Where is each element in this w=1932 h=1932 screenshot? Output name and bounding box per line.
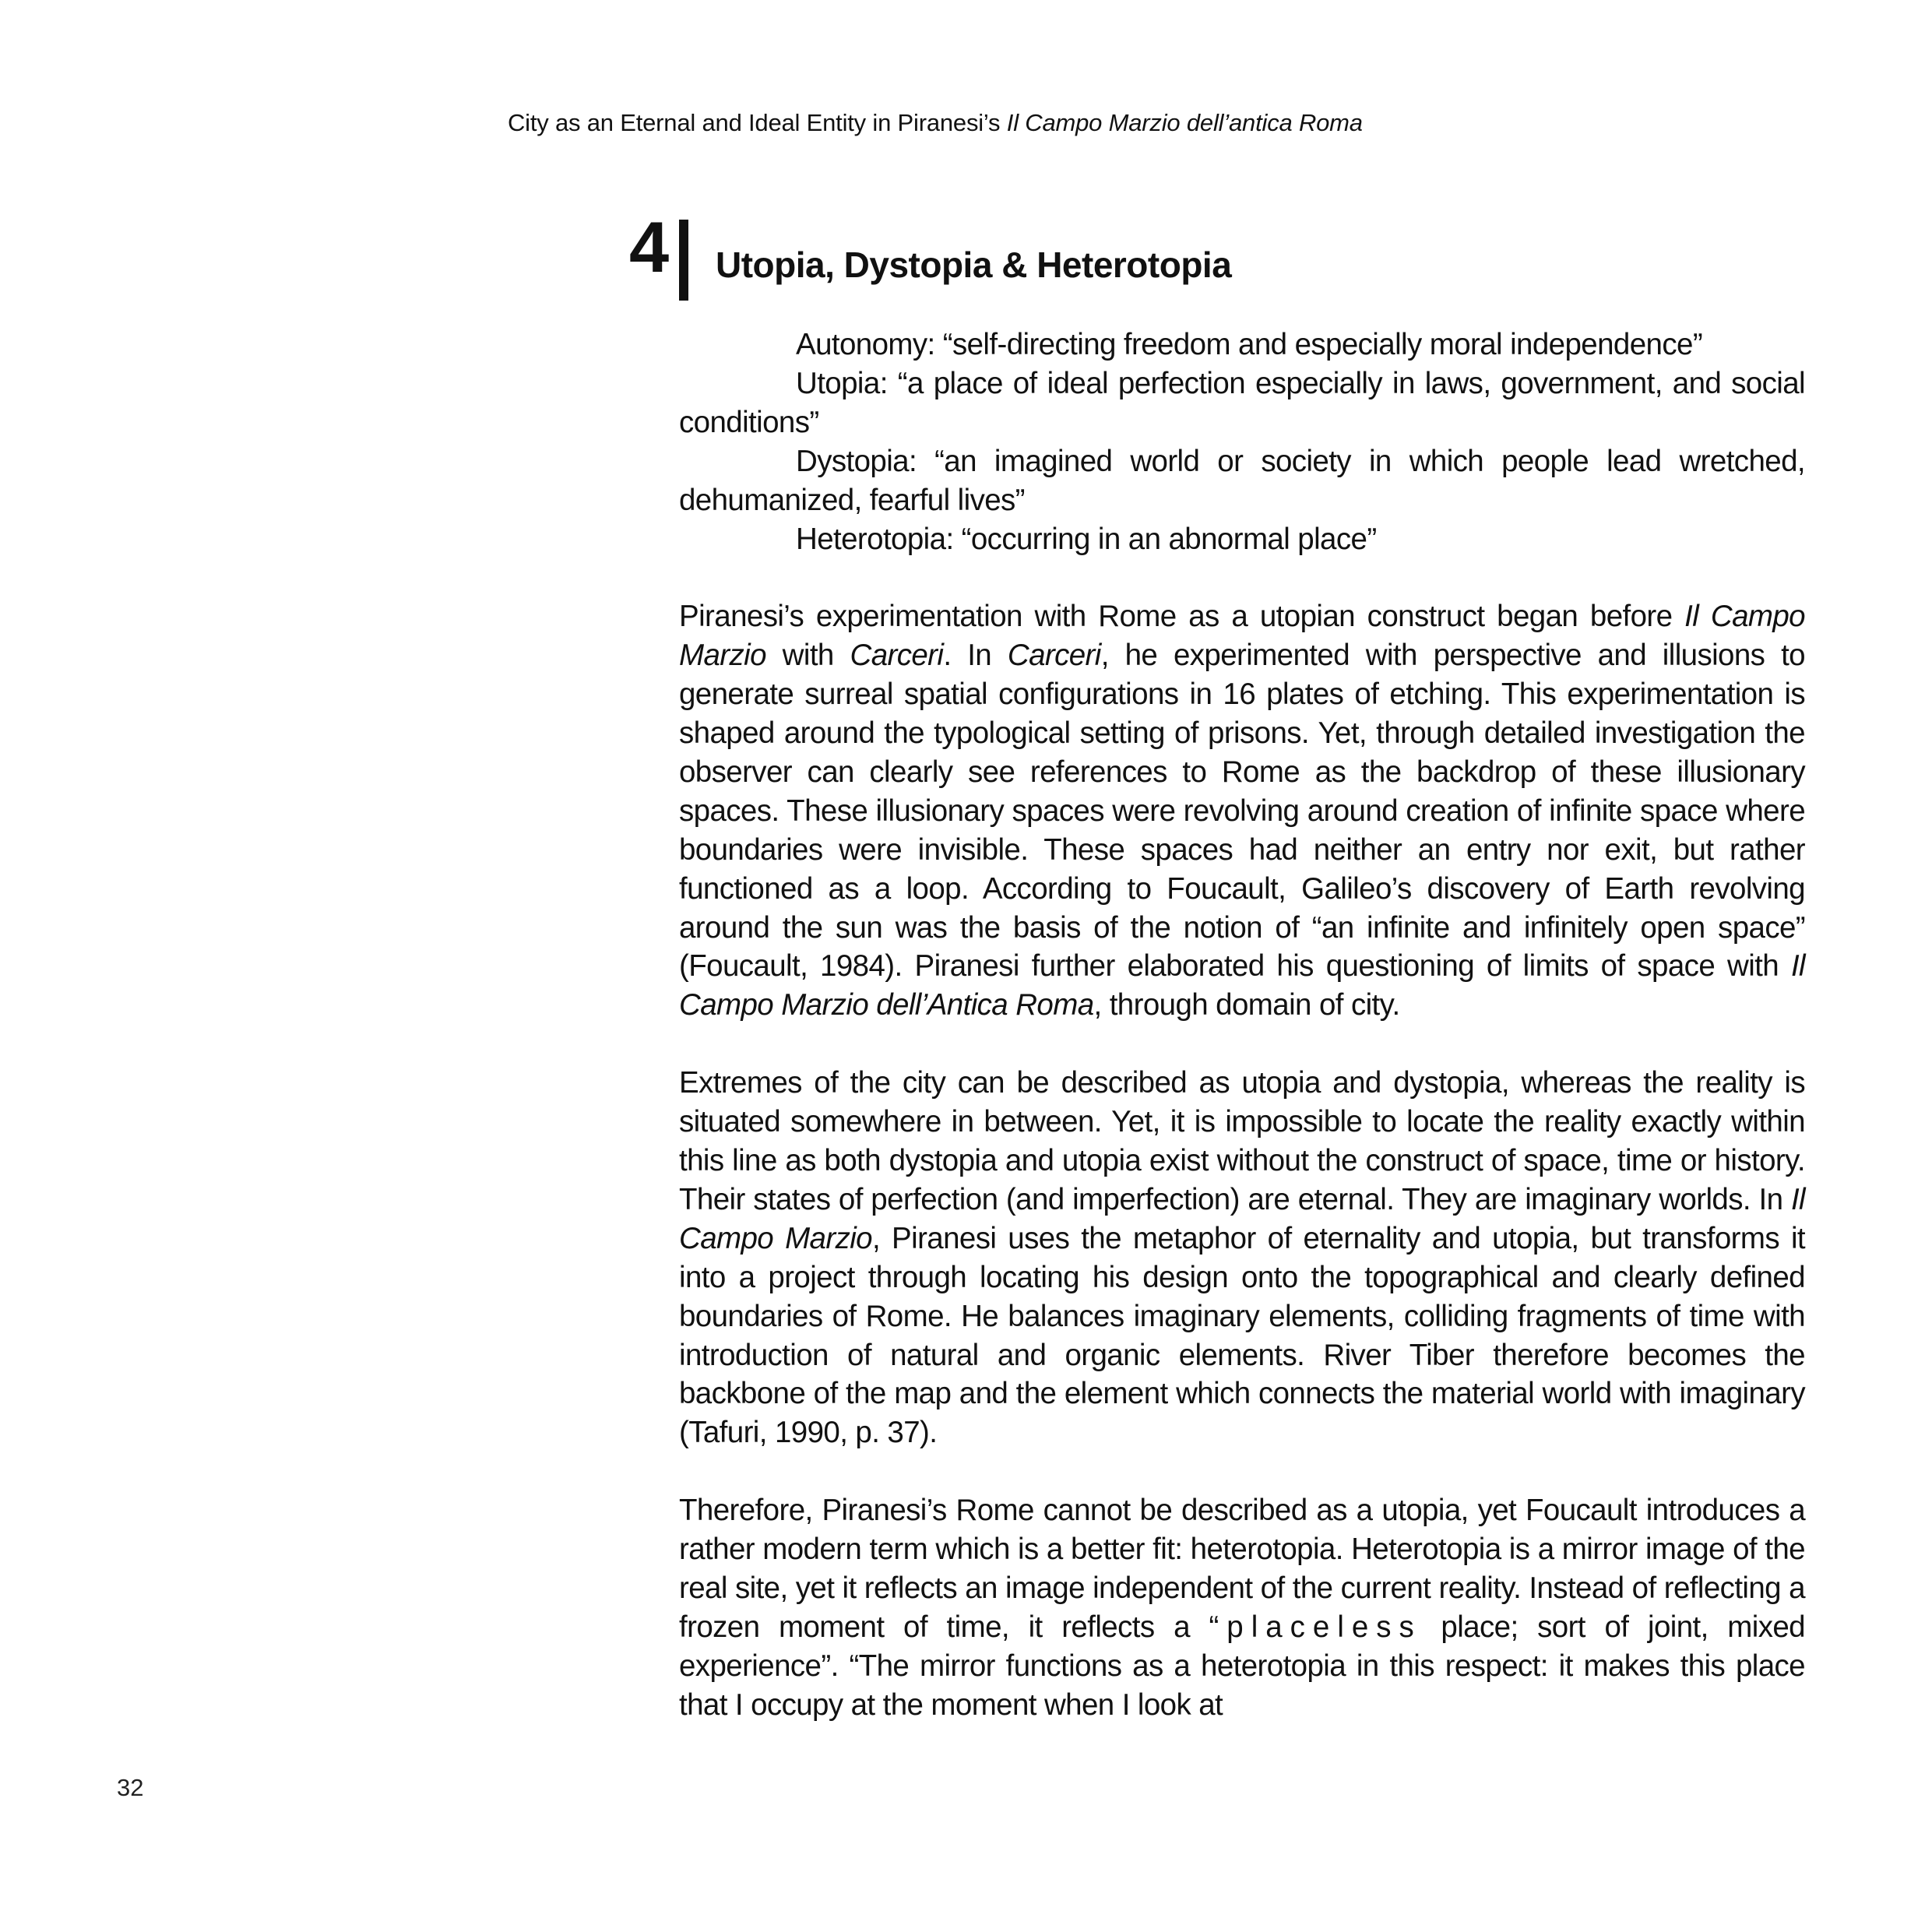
text-run: Extremes of the city can be described as utopia and dystopia, whereas the reality is situated somewhere in between. Yet, it is impossible to locate the reality exactly within this line as both dystopia and utopia exist without the construct of space, time or history. Their states of perfection (and imperfection) are eternal. They are imaginary worlds. In [679, 1066, 1805, 1216]
text-run: , through domain of city. [1093, 988, 1400, 1022]
page-number: 32 [117, 1774, 144, 1801]
paragraph-gap [679, 1452, 1805, 1491]
text-run: Piranesi’s experimentation with Rome as a utopian construct began before [679, 600, 1685, 634]
text-run: . In [943, 639, 1008, 673]
italic-title-run: Il Campo Marzio [679, 1182, 1805, 1255]
definition-text: Heterotopia: “occurring in an abnormal place” [796, 522, 1377, 556]
body-column [679, 326, 1805, 1725]
text-run: “placeless [1209, 1610, 1422, 1644]
text-run: , Piranesi uses the metaphor of eternality and utopia, but transforms it into a project through locating his design onto the topographical and clearly defined boundaries of Rome. He balances imaginary elements, colliding fragments of time with introduction of natural and organic elements. River Tiber therefore becomes the backbone of the map and the element which connects the material world with imaginary (Tafuri, 1990, p. 37). [679, 1221, 1805, 1450]
definition-utopia [679, 364, 1805, 442]
paragraph-gap [679, 558, 1805, 597]
definition-heterotopia [679, 520, 1805, 559]
running-header-italic-title: Il Campo Marzio dell’antica Roma [1006, 109, 1363, 136]
italic-title-run: Il Campo Marzio [679, 600, 1805, 673]
definition-autonomy [679, 326, 1805, 364]
definition-text: Autonomy: “self-directing freedom and especially moral independence” [796, 328, 1703, 361]
chapter-number: 4 [629, 208, 668, 287]
running-header [508, 109, 1363, 137]
definition-text: Utopia: “a place of ideal perfection especially in laws, government, and social conditions” [679, 366, 1805, 439]
paragraph-heterotopia [679, 1491, 1805, 1724]
chapter-divider-bar [679, 220, 688, 301]
italic-title-run: Il Campo Marzio dell’Antica Roma [679, 949, 1805, 1022]
text-run: with [765, 639, 850, 673]
text-run: place; sort of joint, mixed experience”. “The mirror functions as a heterotopia in this respect: it makes this place that I occupy at the moment when I look at [679, 1610, 1805, 1722]
italic-title-run: Carceri [1007, 639, 1101, 673]
chapter-title: Utopia, Dystopia & Heterotopia [716, 245, 1232, 285]
italic-title-run: Carceri [850, 639, 944, 673]
definition-dystopia [679, 442, 1805, 520]
paragraph-carceri [679, 597, 1805, 1025]
definition-text: Dystopia: “an imagined world or society in which people lead wretched, dehumanized, fearful lives” [679, 444, 1805, 517]
running-header-text: City as an Eternal and Ideal Entity in Piranesi’s [508, 109, 1007, 136]
text-run: Therefore, Piranesi’s Rome cannot be described as a utopia, yet Foucault introduces a rather modern term which is a better fit: heterotopia. Heterotopia is a mirror image of the real site, yet it reflects an image independent of the current reality. Instead of reflecting a frozen moment of time, it reflects a [679, 1494, 1805, 1644]
text-run: , he experimented with perspective and illusions to generate surreal spatial configurations in 16 plates of etching. This experimentation is shaped around the typological setting of prisons. Yet, through detailed investigation the observer can clearly see references to Rome as the backdrop of these illusionary spaces. These illusionary spaces were revolving around creation of infinite space where boundaries were invisible. These spaces had neither an entry nor exit, but rather functioned as a loop. According to Foucault, Galileo’s discovery of Earth revolving around the sun was the basis of the notion of “an infinite and infinitely open space” (Foucault, 1984). Piranesi further elaborated his questioning of limits of space with [679, 639, 1805, 984]
paragraph-gap [679, 1025, 1805, 1064]
paragraph-extremes [679, 1064, 1805, 1452]
